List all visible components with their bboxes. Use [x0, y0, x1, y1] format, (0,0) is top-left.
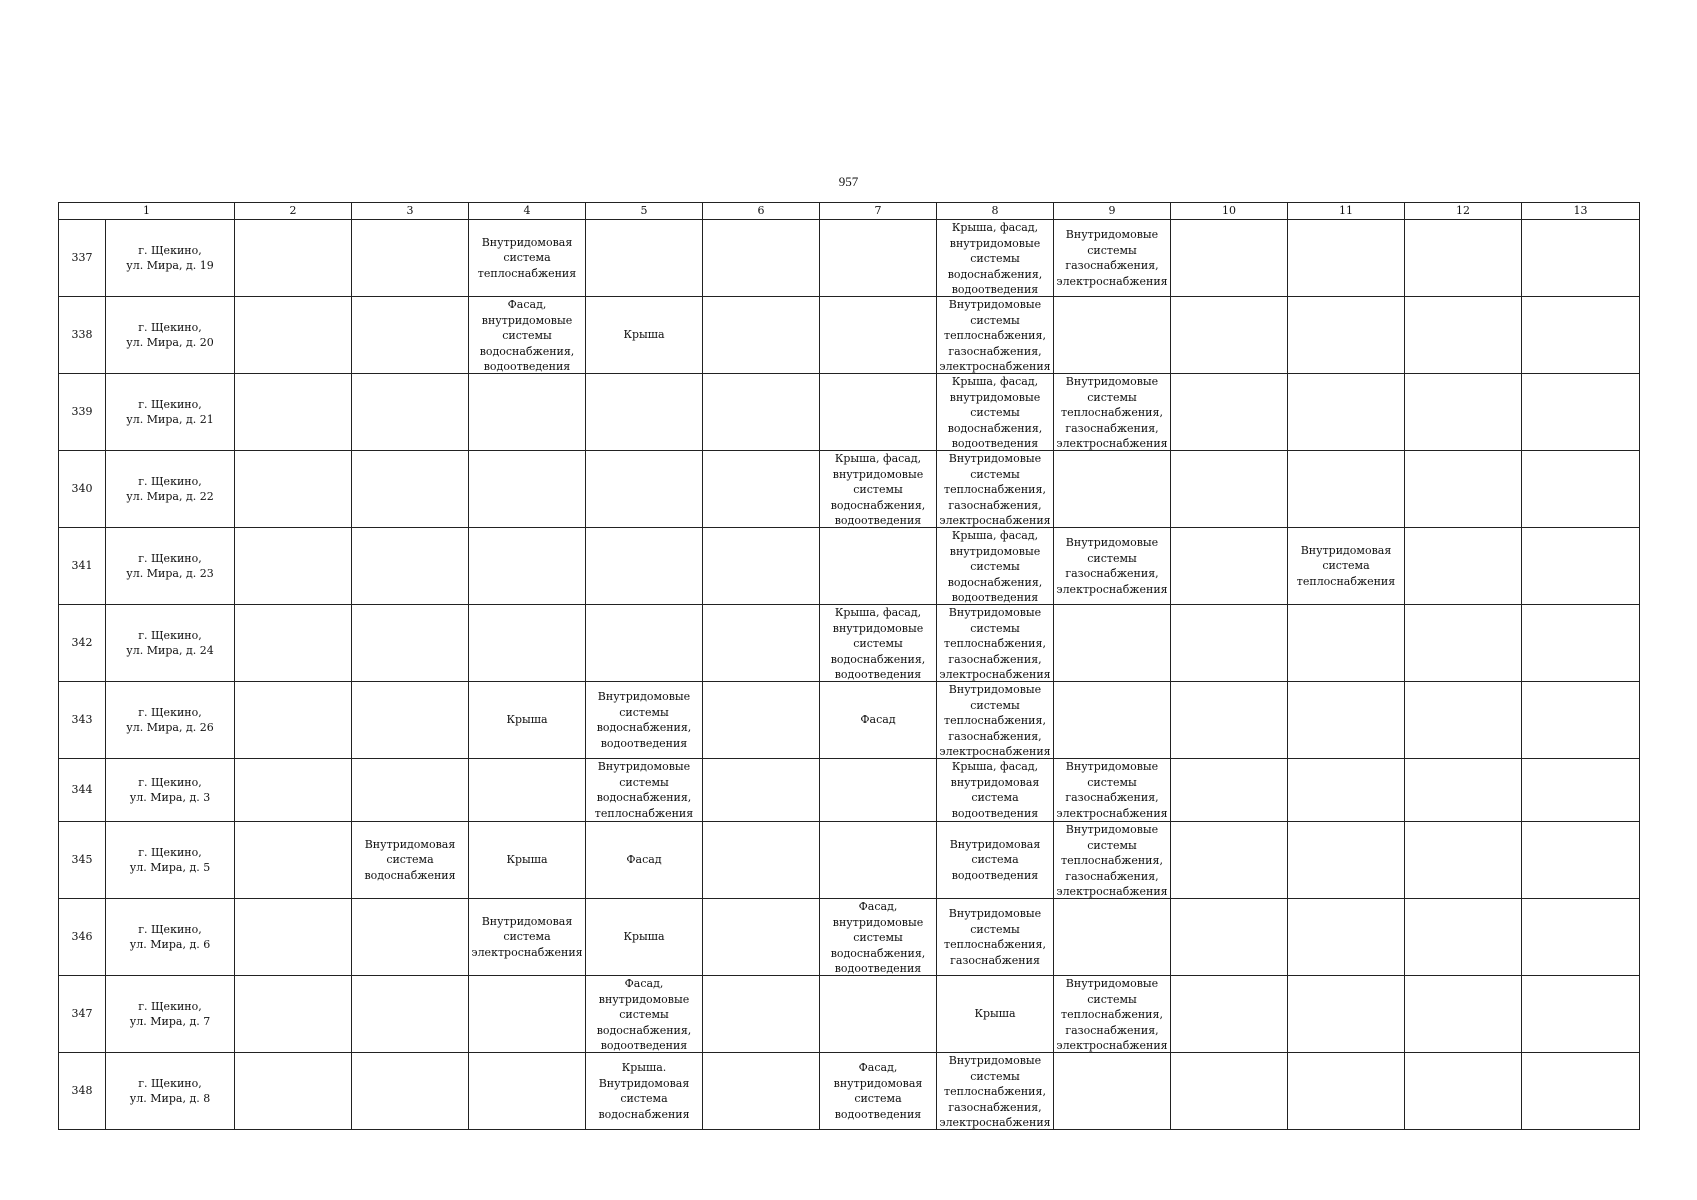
- row-number: 340: [71, 482, 93, 496]
- work-cell-col-13: [1522, 374, 1640, 451]
- work-cell-col-10: [1171, 1053, 1288, 1130]
- work-cell-col-4: [469, 1053, 586, 1130]
- work-cell-col-12: [1405, 528, 1522, 605]
- work-description: Внутридомовая система водоотведения: [949, 837, 1041, 882]
- address-cell: [106, 682, 235, 759]
- work-cell-col-4: [469, 759, 586, 822]
- work-cell-col-12: [1405, 976, 1522, 1053]
- row-number: 345: [71, 853, 93, 867]
- table-row: [59, 759, 1640, 822]
- work-description: Внутридомовая система электроснабжения: [471, 914, 583, 959]
- work-description: Внутридомовые системы газоснабжения, электроснабжения: [1056, 228, 1168, 288]
- row-number-cell: [59, 528, 106, 605]
- work-cell-col-11: [1288, 374, 1405, 451]
- work-cell-col-10: [1171, 374, 1288, 451]
- work-cell-col-13: [1522, 1053, 1640, 1130]
- work-cell-col-7: [820, 220, 937, 297]
- work-description: Фасад, внутридомовая система водоотведения: [833, 1061, 923, 1121]
- work-description: Крыша: [623, 930, 665, 944]
- work-cell-col-3: [352, 220, 469, 297]
- row-number-cell: [59, 451, 106, 528]
- work-cell-col-4: [469, 682, 586, 759]
- work-cell-col-3: [352, 297, 469, 374]
- column-header: 12: [1405, 203, 1522, 220]
- row-number: 348: [71, 1084, 93, 1098]
- address: г. Щекино, ул. Мира, д. 6: [129, 922, 211, 951]
- work-cell-col-13: [1522, 682, 1640, 759]
- work-cell-col-7: [820, 976, 937, 1053]
- table-row: [59, 297, 1640, 374]
- row-number: 344: [71, 783, 93, 797]
- work-cell-col-6: [703, 297, 820, 374]
- work-cell-col-9: [1054, 528, 1171, 605]
- header-row: [59, 203, 1640, 220]
- work-cell-col-5: [586, 220, 703, 297]
- table-row: [59, 374, 1640, 451]
- row-number: 341: [71, 559, 93, 573]
- row-number: 343: [71, 713, 93, 727]
- work-cell-col-13: [1522, 451, 1640, 528]
- address-cell: [106, 220, 235, 297]
- work-cell-col-11: [1288, 605, 1405, 682]
- row-number-cell: [59, 374, 106, 451]
- work-cell-col-5: [586, 976, 703, 1053]
- work-description: Крыша, фасад, внутридомовые системы водоснабжения, водоотведения: [947, 375, 1043, 450]
- work-cell-col-13: [1522, 822, 1640, 899]
- work-description: Крыша, фасад, внутридомовая система водоотведения: [950, 760, 1040, 820]
- work-cell-col-7: [820, 528, 937, 605]
- address-cell: [106, 605, 235, 682]
- work-description: Крыша, фасад, внутридомовые системы водоснабжения, водоотведения: [947, 221, 1043, 296]
- work-cell-col-10: [1171, 976, 1288, 1053]
- address-cell: [106, 1053, 235, 1130]
- work-cell-col-10: [1171, 528, 1288, 605]
- column-header: 2: [235, 203, 352, 220]
- work-cell-col-5: [586, 374, 703, 451]
- work-description: Крыша: [506, 713, 548, 727]
- work-description: Внутридомовые системы газоснабжения, электроснабжения: [1056, 536, 1168, 596]
- work-description: Фасад: [860, 713, 896, 727]
- work-cell-col-7: [820, 605, 937, 682]
- work-description: Внутридомовая система теплоснабжения: [1296, 543, 1396, 588]
- table-row: [59, 1053, 1640, 1130]
- row-number-cell: [59, 605, 106, 682]
- work-cell-col-7: [820, 899, 937, 976]
- work-cell-col-8: [937, 297, 1054, 374]
- work-description: Внутридомовые системы теплоснабжения, газоснабжения, электроснабжения: [939, 1054, 1051, 1129]
- work-cell-col-2: [235, 451, 352, 528]
- work-cell-col-2: [235, 899, 352, 976]
- work-cell-col-8: [937, 899, 1054, 976]
- work-cell-col-3: [352, 899, 469, 976]
- address: г. Щекино, ул. Мира, д. 20: [126, 320, 214, 349]
- work-cell-col-8: [937, 451, 1054, 528]
- work-cell-col-3: [352, 528, 469, 605]
- work-cell-col-8: [937, 682, 1054, 759]
- work-cell-col-13: [1522, 220, 1640, 297]
- work-cell-col-7: [820, 759, 937, 822]
- work-cell-col-12: [1405, 822, 1522, 899]
- work-cell-col-12: [1405, 1053, 1522, 1130]
- row-number-cell: [59, 1053, 106, 1130]
- work-cell-col-7: [820, 451, 937, 528]
- work-cell-col-12: [1405, 605, 1522, 682]
- table-row: [59, 682, 1640, 759]
- repair-schedule-table: [58, 202, 1640, 1130]
- work-description: Крыша, фасад, внутридомовые системы водоснабжения, водоотведения: [830, 452, 926, 527]
- work-cell-col-4: [469, 374, 586, 451]
- column-header: 5: [586, 203, 703, 220]
- work-cell-col-6: [703, 976, 820, 1053]
- table-row: [59, 822, 1640, 899]
- work-cell-col-4: [469, 899, 586, 976]
- work-cell-col-5: [586, 528, 703, 605]
- row-number: 347: [71, 1007, 93, 1021]
- work-cell-col-8: [937, 1053, 1054, 1130]
- work-cell-col-5: [586, 605, 703, 682]
- work-cell-col-2: [235, 297, 352, 374]
- table-row: [59, 976, 1640, 1053]
- work-cell-col-12: [1405, 374, 1522, 451]
- work-cell-col-5: [586, 297, 703, 374]
- work-cell-col-11: [1288, 1053, 1405, 1130]
- address: г. Щекино, ул. Мира, д. 23: [126, 551, 214, 580]
- work-cell-col-4: [469, 605, 586, 682]
- address-cell: [106, 759, 235, 822]
- work-cell-col-2: [235, 976, 352, 1053]
- work-cell-col-13: [1522, 605, 1640, 682]
- address-cell: [106, 528, 235, 605]
- address-cell: [106, 899, 235, 976]
- work-cell-col-9: [1054, 759, 1171, 822]
- work-cell-col-2: [235, 822, 352, 899]
- work-description: Внутридомовые системы газоснабжения, электроснабжения: [1056, 760, 1168, 820]
- address: г. Щекино, ул. Мира, д. 21: [126, 397, 214, 426]
- row-number: 346: [71, 930, 93, 944]
- table-row: [59, 451, 1640, 528]
- work-description: Внутридомовые системы теплоснабжения, газоснабжения, электроснабжения: [939, 298, 1051, 373]
- work-cell-col-6: [703, 374, 820, 451]
- work-cell-col-6: [703, 220, 820, 297]
- work-cell-col-2: [235, 759, 352, 822]
- row-number: 339: [71, 405, 93, 419]
- work-cell-col-10: [1171, 822, 1288, 899]
- work-cell-col-12: [1405, 682, 1522, 759]
- work-cell-col-13: [1522, 976, 1640, 1053]
- work-cell-col-10: [1171, 220, 1288, 297]
- work-cell-col-11: [1288, 759, 1405, 822]
- work-cell-col-12: [1405, 759, 1522, 822]
- work-cell-col-8: [937, 759, 1054, 822]
- work-cell-col-11: [1288, 528, 1405, 605]
- work-description: Внутридомовые системы теплоснабжения, газоснабжения, электроснабжения: [1056, 375, 1168, 450]
- address: г. Щекино, ул. Мира, д. 22: [126, 474, 214, 503]
- address: г. Щекино, ул. Мира, д. 5: [129, 845, 211, 874]
- work-cell-col-11: [1288, 297, 1405, 374]
- work-cell-col-12: [1405, 451, 1522, 528]
- address-cell: [106, 822, 235, 899]
- work-cell-col-9: [1054, 822, 1171, 899]
- work-cell-col-10: [1171, 682, 1288, 759]
- column-header: 9: [1054, 203, 1171, 220]
- work-cell-col-8: [937, 528, 1054, 605]
- work-description: Фасад, внутридомовые системы водоснабжения, водоотведения: [596, 977, 692, 1052]
- work-cell-col-10: [1171, 899, 1288, 976]
- row-number-cell: [59, 899, 106, 976]
- address: г. Щекино, ул. Мира, д. 7: [129, 999, 211, 1028]
- row-number-cell: [59, 682, 106, 759]
- work-description: Крыша: [623, 328, 665, 342]
- work-description: Внутридомовые системы теплоснабжения, газоснабжения, электроснабжения: [939, 452, 1051, 527]
- address-cell: [106, 451, 235, 528]
- work-cell-col-11: [1288, 899, 1405, 976]
- column-header: 13: [1522, 203, 1640, 220]
- work-description: Крыша: [506, 853, 548, 867]
- work-cell-col-9: [1054, 899, 1171, 976]
- work-cell-col-3: [352, 976, 469, 1053]
- work-description: Внутридомовые системы водоснабжения, теплоснабжения: [594, 760, 694, 820]
- work-cell-col-7: [820, 822, 937, 899]
- work-cell-col-3: [352, 374, 469, 451]
- work-cell-col-9: [1054, 605, 1171, 682]
- work-description: Внутридомовая система теплоснабжения: [477, 235, 577, 280]
- address: г. Щекино, ул. Мира, д. 8: [129, 1076, 211, 1105]
- work-cell-col-3: [352, 605, 469, 682]
- work-cell-col-6: [703, 899, 820, 976]
- row-number-cell: [59, 220, 106, 297]
- work-cell-col-9: [1054, 297, 1171, 374]
- work-cell-col-5: [586, 1053, 703, 1130]
- work-description: Внутридомовые системы теплоснабжения, газоснабжения, электроснабжения: [1056, 823, 1168, 898]
- address-cell: [106, 976, 235, 1053]
- table-row: [59, 528, 1640, 605]
- work-cell-col-3: [352, 759, 469, 822]
- work-description: Крыша. Внутридомовая система водоснабжения: [598, 1061, 690, 1121]
- work-description: Крыша: [974, 1007, 1016, 1021]
- row-number: 342: [71, 636, 93, 650]
- work-cell-col-6: [703, 528, 820, 605]
- work-cell-col-12: [1405, 297, 1522, 374]
- work-cell-col-11: [1288, 682, 1405, 759]
- work-description: Крыша, фасад, внутридомовые системы водоснабжения, водоотведения: [830, 606, 926, 681]
- work-cell-col-12: [1405, 899, 1522, 976]
- work-cell-col-7: [820, 682, 937, 759]
- work-cell-col-10: [1171, 451, 1288, 528]
- work-cell-col-4: [469, 220, 586, 297]
- work-cell-col-8: [937, 374, 1054, 451]
- row-number: 337: [71, 251, 93, 265]
- work-cell-col-6: [703, 682, 820, 759]
- address: г. Щекино, ул. Мира, д. 26: [126, 705, 214, 734]
- row-number-cell: [59, 976, 106, 1053]
- work-cell-col-9: [1054, 374, 1171, 451]
- work-cell-col-7: [820, 297, 937, 374]
- address-cell: [106, 297, 235, 374]
- column-header: 8: [937, 203, 1054, 220]
- work-description: Внутридомовая система водоснабжения: [364, 837, 456, 882]
- page-number: 957: [838, 174, 859, 189]
- work-cell-col-11: [1288, 822, 1405, 899]
- work-cell-col-4: [469, 297, 586, 374]
- work-description: Фасад, внутридомовые системы водоснабжения, водоотведения: [830, 900, 926, 975]
- work-cell-col-9: [1054, 682, 1171, 759]
- work-cell-col-12: [1405, 220, 1522, 297]
- row-number-cell: [59, 822, 106, 899]
- address: г. Щекино, ул. Мира, д. 19: [126, 243, 214, 272]
- work-cell-col-6: [703, 451, 820, 528]
- work-cell-col-2: [235, 1053, 352, 1130]
- work-cell-col-5: [586, 899, 703, 976]
- address: г. Щекино, ул. Мира, д. 3: [129, 775, 211, 804]
- work-cell-col-2: [235, 374, 352, 451]
- table-row: [59, 899, 1640, 976]
- work-description: Внутридомовые системы теплоснабжения, газоснабжения: [944, 907, 1046, 967]
- work-cell-col-5: [586, 759, 703, 822]
- work-cell-col-7: [820, 1053, 937, 1130]
- row-number: 338: [71, 328, 93, 342]
- work-cell-col-6: [703, 822, 820, 899]
- column-header: 7: [820, 203, 937, 220]
- work-cell-col-9: [1054, 220, 1171, 297]
- work-description: Крыша, фасад, внутридомовые системы водоснабжения, водоотведения: [947, 529, 1043, 604]
- column-header: 10: [1171, 203, 1288, 220]
- work-description: Внутридомовые системы теплоснабжения, газоснабжения, электроснабжения: [939, 683, 1051, 758]
- work-cell-col-3: [352, 451, 469, 528]
- work-cell-col-13: [1522, 759, 1640, 822]
- work-cell-col-9: [1054, 976, 1171, 1053]
- work-cell-col-9: [1054, 1053, 1171, 1130]
- work-cell-col-4: [469, 528, 586, 605]
- work-cell-col-6: [703, 605, 820, 682]
- work-cell-col-5: [586, 451, 703, 528]
- work-cell-col-2: [235, 528, 352, 605]
- work-description: Внутридомовые системы теплоснабжения, газоснабжения, электроснабжения: [1056, 977, 1168, 1052]
- work-cell-col-13: [1522, 297, 1640, 374]
- work-description: Внутридомовые системы теплоснабжения, газоснабжения, электроснабжения: [939, 606, 1051, 681]
- column-header: 4: [469, 203, 586, 220]
- work-cell-col-5: [586, 822, 703, 899]
- column-header: 6: [703, 203, 820, 220]
- table-body: [59, 203, 1640, 1130]
- work-description: Фасад: [626, 853, 662, 867]
- work-cell-col-8: [937, 220, 1054, 297]
- work-cell-col-10: [1171, 759, 1288, 822]
- work-cell-col-5: [586, 682, 703, 759]
- work-cell-col-2: [235, 682, 352, 759]
- table-row: [59, 605, 1640, 682]
- work-cell-col-2: [235, 605, 352, 682]
- work-cell-col-8: [937, 976, 1054, 1053]
- work-cell-col-7: [820, 374, 937, 451]
- column-header: 3: [352, 203, 469, 220]
- work-cell-col-13: [1522, 528, 1640, 605]
- work-cell-col-11: [1288, 976, 1405, 1053]
- work-cell-col-11: [1288, 220, 1405, 297]
- work-cell-col-6: [703, 1053, 820, 1130]
- work-cell-col-4: [469, 451, 586, 528]
- work-cell-col-4: [469, 976, 586, 1053]
- column-header: 11: [1288, 203, 1405, 220]
- row-number-cell: [59, 759, 106, 822]
- work-cell-col-6: [703, 759, 820, 822]
- column-header: 1: [59, 203, 235, 220]
- work-cell-col-3: [352, 1053, 469, 1130]
- table-row: [59, 220, 1640, 297]
- work-cell-col-3: [352, 682, 469, 759]
- work-cell-col-8: [937, 822, 1054, 899]
- work-cell-col-8: [937, 605, 1054, 682]
- work-cell-col-10: [1171, 297, 1288, 374]
- address-cell: [106, 374, 235, 451]
- work-cell-col-13: [1522, 899, 1640, 976]
- work-cell-col-11: [1288, 451, 1405, 528]
- work-cell-col-9: [1054, 451, 1171, 528]
- work-description: Внутридомовые системы водоснабжения, водоотведения: [596, 690, 692, 750]
- work-cell-col-10: [1171, 605, 1288, 682]
- address: г. Щекино, ул. Мира, д. 24: [126, 628, 214, 657]
- work-cell-col-4: [469, 822, 586, 899]
- work-cell-col-2: [235, 220, 352, 297]
- work-cell-col-3: [352, 822, 469, 899]
- row-number-cell: [59, 297, 106, 374]
- work-description: Фасад, внутридомовые системы водоснабжения, водоотведения: [479, 298, 575, 373]
